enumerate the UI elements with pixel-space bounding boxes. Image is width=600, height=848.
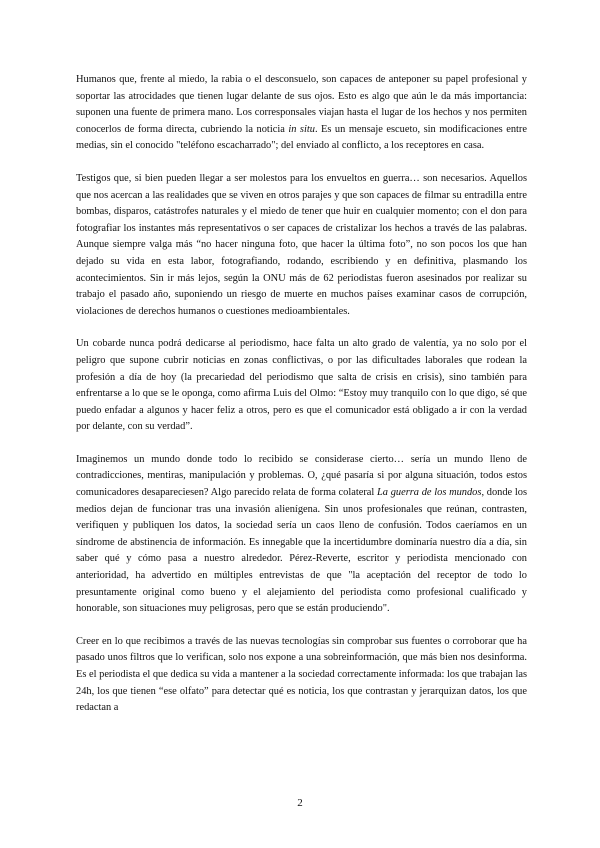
- paragraph-4-text-a: Imaginemos un mundo donde todo lo recibido se considerase cierto… sería un mundo lleno de contradicciones, mentiras, manipulación y problemas. O, ¿qué pasaría si por alguna situación, todos estos comunicadores desapareciesen? Algo parecido relata de forma colateral: [76, 453, 527, 499]
- document-body: [76, 72, 527, 733]
- paragraph-2: Testigos que, si bien pueden llegar a ser molestos para los envueltos en guerra… son necesarios. Aquellos que nos acercan a las realidades que se viven en otros parajes y que son capaces de filmar su entradilla entre bombas, disparos, catástrofes naturales y el miedo de tener que huir en cualquier momento; con el don para fotografiar los instantes más representativos o ser capaces de cristalizar los hechos a través de las palabras. Aunque siempre valga más “no hacer ninguna foto, que hacer la última foto”, no son pocos los que han dejado su vida en esta labor, fotografiando, rodando, escribiendo y en definitiva, plasmando los acontecimientos. Sin ir más lejos, según la ONU más de 62 periodistas fueron asesinados por realizar su trabajo el pasado año, suponiendo un riesgo de muerte en muchos países examinar casos de corrupción, violaciones de derechos humanos o cuestiones medioambientales.: [76, 172, 527, 317]
- page-number: 2: [297, 797, 303, 809]
- paragraph-4-text-b: , donde los medios dejan de funcionar tras una invasión alienígena. Sin unos profesionales que reúnan, contrasten, verifiquen y publiquen los datos, la sociedad sería un caos lleno de confusión. Todos caeríamos en un síndrome de abstinencia de información. Es innegable que la incertidumbre dominaría nuestro día a día, sin saber qué y cómo pasa a nuestro alrededor. Pérez-Reverte, escritor y periodista mencionado con anterioridad, ha advertido en múltiples entrevistas de que "la aceptación del receptor de todo lo presuntamente original como bueno y el alejamiento del periodista como profesional cualificado y honorable, son situaciones muy peligrosas, pero que se están produciendo".: [76, 487, 527, 615]
- paragraph-1-text-b: . Es un mensaje escueto, sin modificaciones entre medias, sin el conocido "teléfono escacharrado"; del enviado al conflicto, a los receptores en casa.: [76, 123, 527, 152]
- paragraph-1-text-a: Humanos que, frente al miedo, la rabia o el desconsuelo, son capaces de anteponer su papel profesional y soportar las atrocidades que tienen lugar delante de sus ojos. Esto es algo que aún le da más importancia: suponen una fuente de primera mano. Los corresponsales viajan hasta el lugar de los hechos y nos permiten conocerlos de forma directa, cubriendo la noticia: [76, 74, 527, 135]
- paragraph-1: [76, 72, 527, 155]
- paragraph-4-italic: La guerra de los mundos: [377, 487, 482, 499]
- paragraph-4: [76, 452, 527, 618]
- paragraph-3: Un cobarde nunca podrá dedicarse al periodismo, hace falta un alto grado de valentía, ya no solo por el peligro que supone cubrir noticias en zonas conflictivas, o por las dificultades laborales que rodean la profesión a día de hoy (la precariedad del periodismo que salta de crisis en crisis), sino también para enfrentarse a lo que se le oponga, como afirma Luis del Olmo: “Estoy muy tranquilo con lo que digo, sé que puedo enfadar a algunos y hacer feliz a otros, pero es que el comunicador está obligado a ir con la verdad por delante, con su verdad”.: [76, 338, 527, 433]
- paragraph-5: Creer en lo que recibimos a través de las nuevas tecnologías sin comprobar sus fuentes o corroborar que ha pasado unos filtros que lo verifican, solo nos expone a una sobreinformación, que más bien nos desinforma. Es el periodista el que dedica su vida a mantener a la sociedad correctamente informada: los que trabajan las 24h, los que tienen “ese olfato” para detectar qué es noticia, los que contrastan y jerarquizan datos, los que redactan a: [76, 635, 527, 714]
- paragraph-1-italic: in situ: [288, 123, 315, 135]
